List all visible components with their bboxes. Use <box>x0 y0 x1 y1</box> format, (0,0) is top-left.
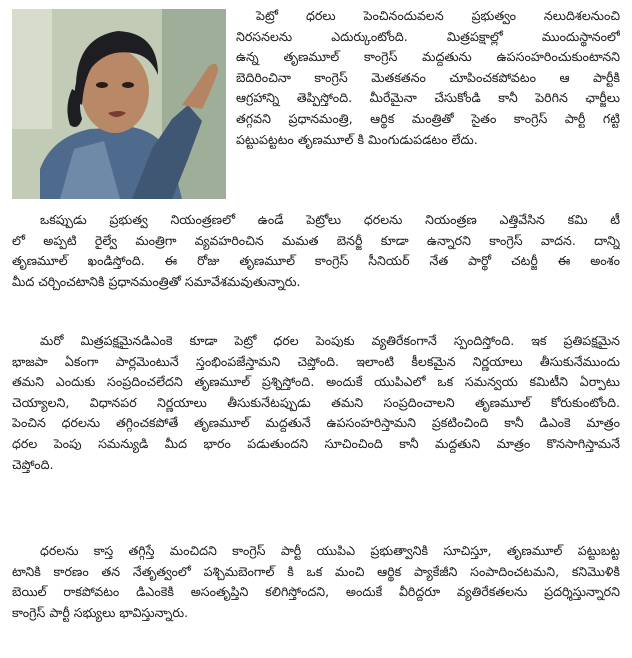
text-line: ఆగ్రహాన్ని తెప్పిస్తోంది. మీరేమైనా చేసుకోండి కానీ పెరిగిన ఛార్జీలు <box>236 90 620 106</box>
text-line: బెయిల్ రాకపోవటం డిఎంకెకి అసంతృప్తిని కలిగిస్తోందని, అందుకే వీరిద్దరూ వ్యతిరేకతలను ప్రదర్శిస్తున్నారని <box>12 584 620 600</box>
text-line: కాంగ్రెస్ పార్టీ సభ్యులు భావిస్తున్నారు. <box>12 604 189 620</box>
paragraph-4 <box>12 541 620 623</box>
text-line: భాజపా ఏకంగా పార్లమెంటునే స్తంభింపజేస్తామని చెప్తోంది. ఇలాంటి కీలకమైన నిర్ణయాలు తీసుకునేముందు <box>12 353 620 369</box>
text-line: చెప్తోంది. <box>12 456 54 472</box>
paragraph-3 <box>12 331 620 475</box>
text-line: ధరలను కాస్త తగ్గిస్తే మంచిదని కాంగ్రెస్ పార్టీ యుపిఎ ప్రభుత్వానికి సూచిస్తూ, తృణమూల్ పట్టుబట్ట <box>40 543 620 558</box>
text-line: తమని ఎందుకు సంప్రదించలేదని తృణమూల్ ప్రశ్నిస్తోంది. అందుకే యుపిఎలో ఒక సమన్వయ కమిటీని ఏర్పాటు <box>12 374 620 390</box>
text-line: పట్టుపట్టటం తృణమూల్ కి మింగుడుపడటం లేదు. <box>236 131 478 147</box>
paragraph-2 <box>12 210 620 292</box>
text-line: ఒకప్పుడు ప్రభుత్వ నియంత్రణలో ఉండే పెట్రోలు ధరలను నియంత్రణ ఎత్తివేసిన కమి టీ <box>40 212 620 227</box>
person-photo-icon <box>12 9 226 199</box>
text-line: నిరసనలను ఎదుర్కుంటోంది. మిత్రపక్షాల్లో ముందుస్థానంలో <box>236 28 620 44</box>
text-line: బెదిరించినా కాంగ్రెస్ మెతకతనం చూపించకపోవటం ఆ పార్టీకి <box>236 69 620 85</box>
text-line: చెయ్యాలని, విధానపర నిర్ణయాలు తీసుకునేటప్పుడు తమని సంప్రదించాలని తృణమూల్ కోరుకుంటోంది. <box>12 394 620 410</box>
person-photo <box>12 9 226 199</box>
text-line: తృణమూల్ ఖండిస్తోంది. ఈ రోజు తృణమూల్ కాంగ్రెస్ సీనియర్ నేత పార్థో చటర్జీ ఈ అంశం <box>12 253 620 269</box>
text-line: ధరల పెంపు సమన్యుడి మీద భారం పడుతుందని సూచించింది కానీ మద్దతుని మాత్రం కొనసాగిస్తామనే <box>12 435 620 451</box>
text-line: తగ్గవని ప్రధానమంత్రి, ఆర్థిక మంత్రితో సైతం కాంగ్రెస్ పార్టీ గట్టి <box>236 110 620 126</box>
text-line: మీద చర్చించటానికి ప్రధానమంత్రితో సమావేశమవుతున్నారు. <box>12 273 301 289</box>
text-line: పెట్రో ధరలు పెంచినందువలన ప్రభుత్వం నలుదిశలనుంచి <box>256 8 620 23</box>
text-line: లో అప్పటి రైల్వే మంత్రిగా వ్యవహరించిన మమత బెనర్జీ కూడా ఉన్నారని కాంగ్రెస్ వాదన. దాన్ని <box>12 232 620 248</box>
paragraph-1 <box>236 6 620 150</box>
text-line: పెంచిన ధరలను తగ్గించకపోతే తృణమూల్ మద్దతునే ఉపసంహరిస్తామని ప్రకటించింది కానీ డిఎంకె మాత్రం <box>12 415 620 431</box>
text-line: మరో మిత్రపక్షమైనడిఎంకె కూడా పెట్రో ధరల పెంపుకు వ్యతిరేకంగానే స్పందిస్తోంది. ఇక ప్రతిపక్షమైన <box>40 333 620 348</box>
text-line: ఉన్న తృణమూల్ కాంగ్రెస్ మద్దతును ఉపసంహరించుకుంటానని <box>236 49 620 65</box>
text-line: టానికి కారణం తన నేతృత్వంలో పశ్చిమబెంగాల్ కి ఒక మంచి ఆర్థిక ప్యాకేజీని సంపాదించటమని, కనిమొళికి <box>12 563 620 579</box>
